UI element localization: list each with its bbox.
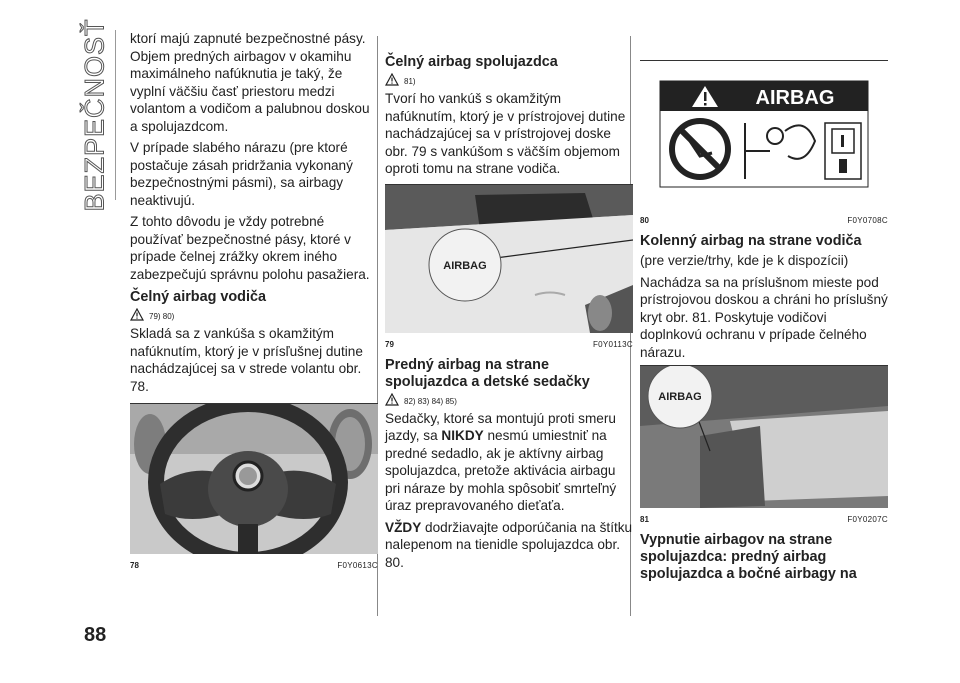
heading-disable-airbags: Vypnutie airbagov na strane spolujazdca: predný airbag spolujazdca a bočné airbagy na [640, 532, 857, 582]
paragraph: Tvorí ho vankúš s okamžitým nafúknutím, ktorý je v prístrojovej dutine nachádzajúcej sa v prístrojovej doske obr. 79 s vankúšom s väčším objemom oproti tomu na strane vodiča. [385, 91, 626, 176]
knee-airbag-image [640, 366, 888, 508]
paragraph: Nachádza sa na príslušnom mieste pod prístrojovou doskou a chráni ho príslušný kryt obr. 81. Poskytuje vodičovi doplnkovú ochranu v prípade čelného nárazu. [640, 274, 888, 360]
heading-driver-airbag: Čelný airbag vodiča [130, 289, 266, 305]
warning-icon [385, 73, 399, 86]
paragraph: ktorí majú zapnuté bezpečnostné pásy. Objem predných airbagov v okamihu maximálneho nafúknutia je taký, že vyplní väčšiu časť priestoru medzi volantom a vodičom a palubnou doskou a spolujazdcom. [130, 31, 370, 134]
warning-ref: 79) 80) [130, 308, 378, 321]
heading-knee-airbag: Kolenný airbag na strane vodiča [640, 233, 862, 249]
emphasis-always: VŽDY [385, 519, 422, 535]
paragraph: Z tohto dôvodu je vždy potrebné používať bezpečnostné pásy, ktoré v prípade čelnej zrážky okrem iného zabezpečujú správnu polohu pasažiera. [130, 214, 370, 282]
paragraph: V prípade slabého nárazu (pre ktoré postačuje zásah pridržania vykonaný bezpečnostnými pásmi), sa airbagy neaktivujú. [130, 140, 353, 208]
paragraph: Sedačky, ktoré sa montujú proti smeru jazdy, sa NIKDY nesmú umiestniť na predné sedadlo, ak je aktívny airbag spolujazdca, pretože aktivácia airbagu pri náraze by mohla spôsobiť smrteľný úraz prepravovaného dieťaťa. [385, 410, 617, 513]
heading-passenger-airbag: Čelný airbag spolujazdca [385, 54, 558, 70]
column-2 [385, 30, 633, 575]
warning-icon [385, 393, 399, 406]
emphasis-never: NIKDY [441, 428, 484, 443]
steering-wheel-image [130, 404, 378, 554]
figure-knee-airbag [640, 365, 888, 524]
column-3 [640, 30, 888, 585]
paragraph: VŽDY dodržiavajte odporúčania na štítku nalepenom na tienidle spolujazdca obr. 80. [385, 519, 633, 570]
airbag-warning-label-image [640, 61, 888, 209]
section-rule [115, 30, 116, 200]
section-title: BEZPEČNOSŤ [79, 18, 110, 212]
figure-airbag-label [640, 60, 888, 225]
figure-code: F0Y0207C [847, 515, 888, 524]
figure-dashboard [385, 184, 633, 349]
figure-number: 80 [640, 216, 649, 225]
figure-number: 78 [130, 561, 139, 570]
warning-ref: 81) [385, 73, 633, 86]
page-number: 88 [84, 624, 107, 646]
warning-ref: 82) 83) 84) 85) [385, 393, 633, 406]
airbag-label: AIRBAG [755, 87, 835, 109]
column-1 [130, 30, 378, 578]
figure-number: 79 [385, 339, 394, 349]
airbag-label: AIRBAG [658, 391, 702, 403]
heading-child-seats: Predný airbag na strane spolujazdca a detské sedačky [385, 356, 590, 390]
dashboard-image [385, 185, 633, 333]
figure-number: 81 [640, 515, 649, 524]
paragraph: (pre verzie/trhy, kde je k dispozícii) [640, 253, 849, 268]
airbag-label: AIRBAG [443, 259, 487, 272]
warning-icon [130, 308, 144, 321]
figure-code: F0Y0708C [847, 216, 888, 225]
figure-steering-wheel [130, 403, 378, 570]
figure-code: F0Y0613C [337, 561, 378, 570]
paragraph: Skladá sa z vankúša s okamžitým nafúknutím, ktorý je v prísľušnej dutine nachádzajúcej sa v strede volantu obr. 78. [130, 326, 363, 394]
figure-code: F0Y0113C [592, 339, 633, 349]
